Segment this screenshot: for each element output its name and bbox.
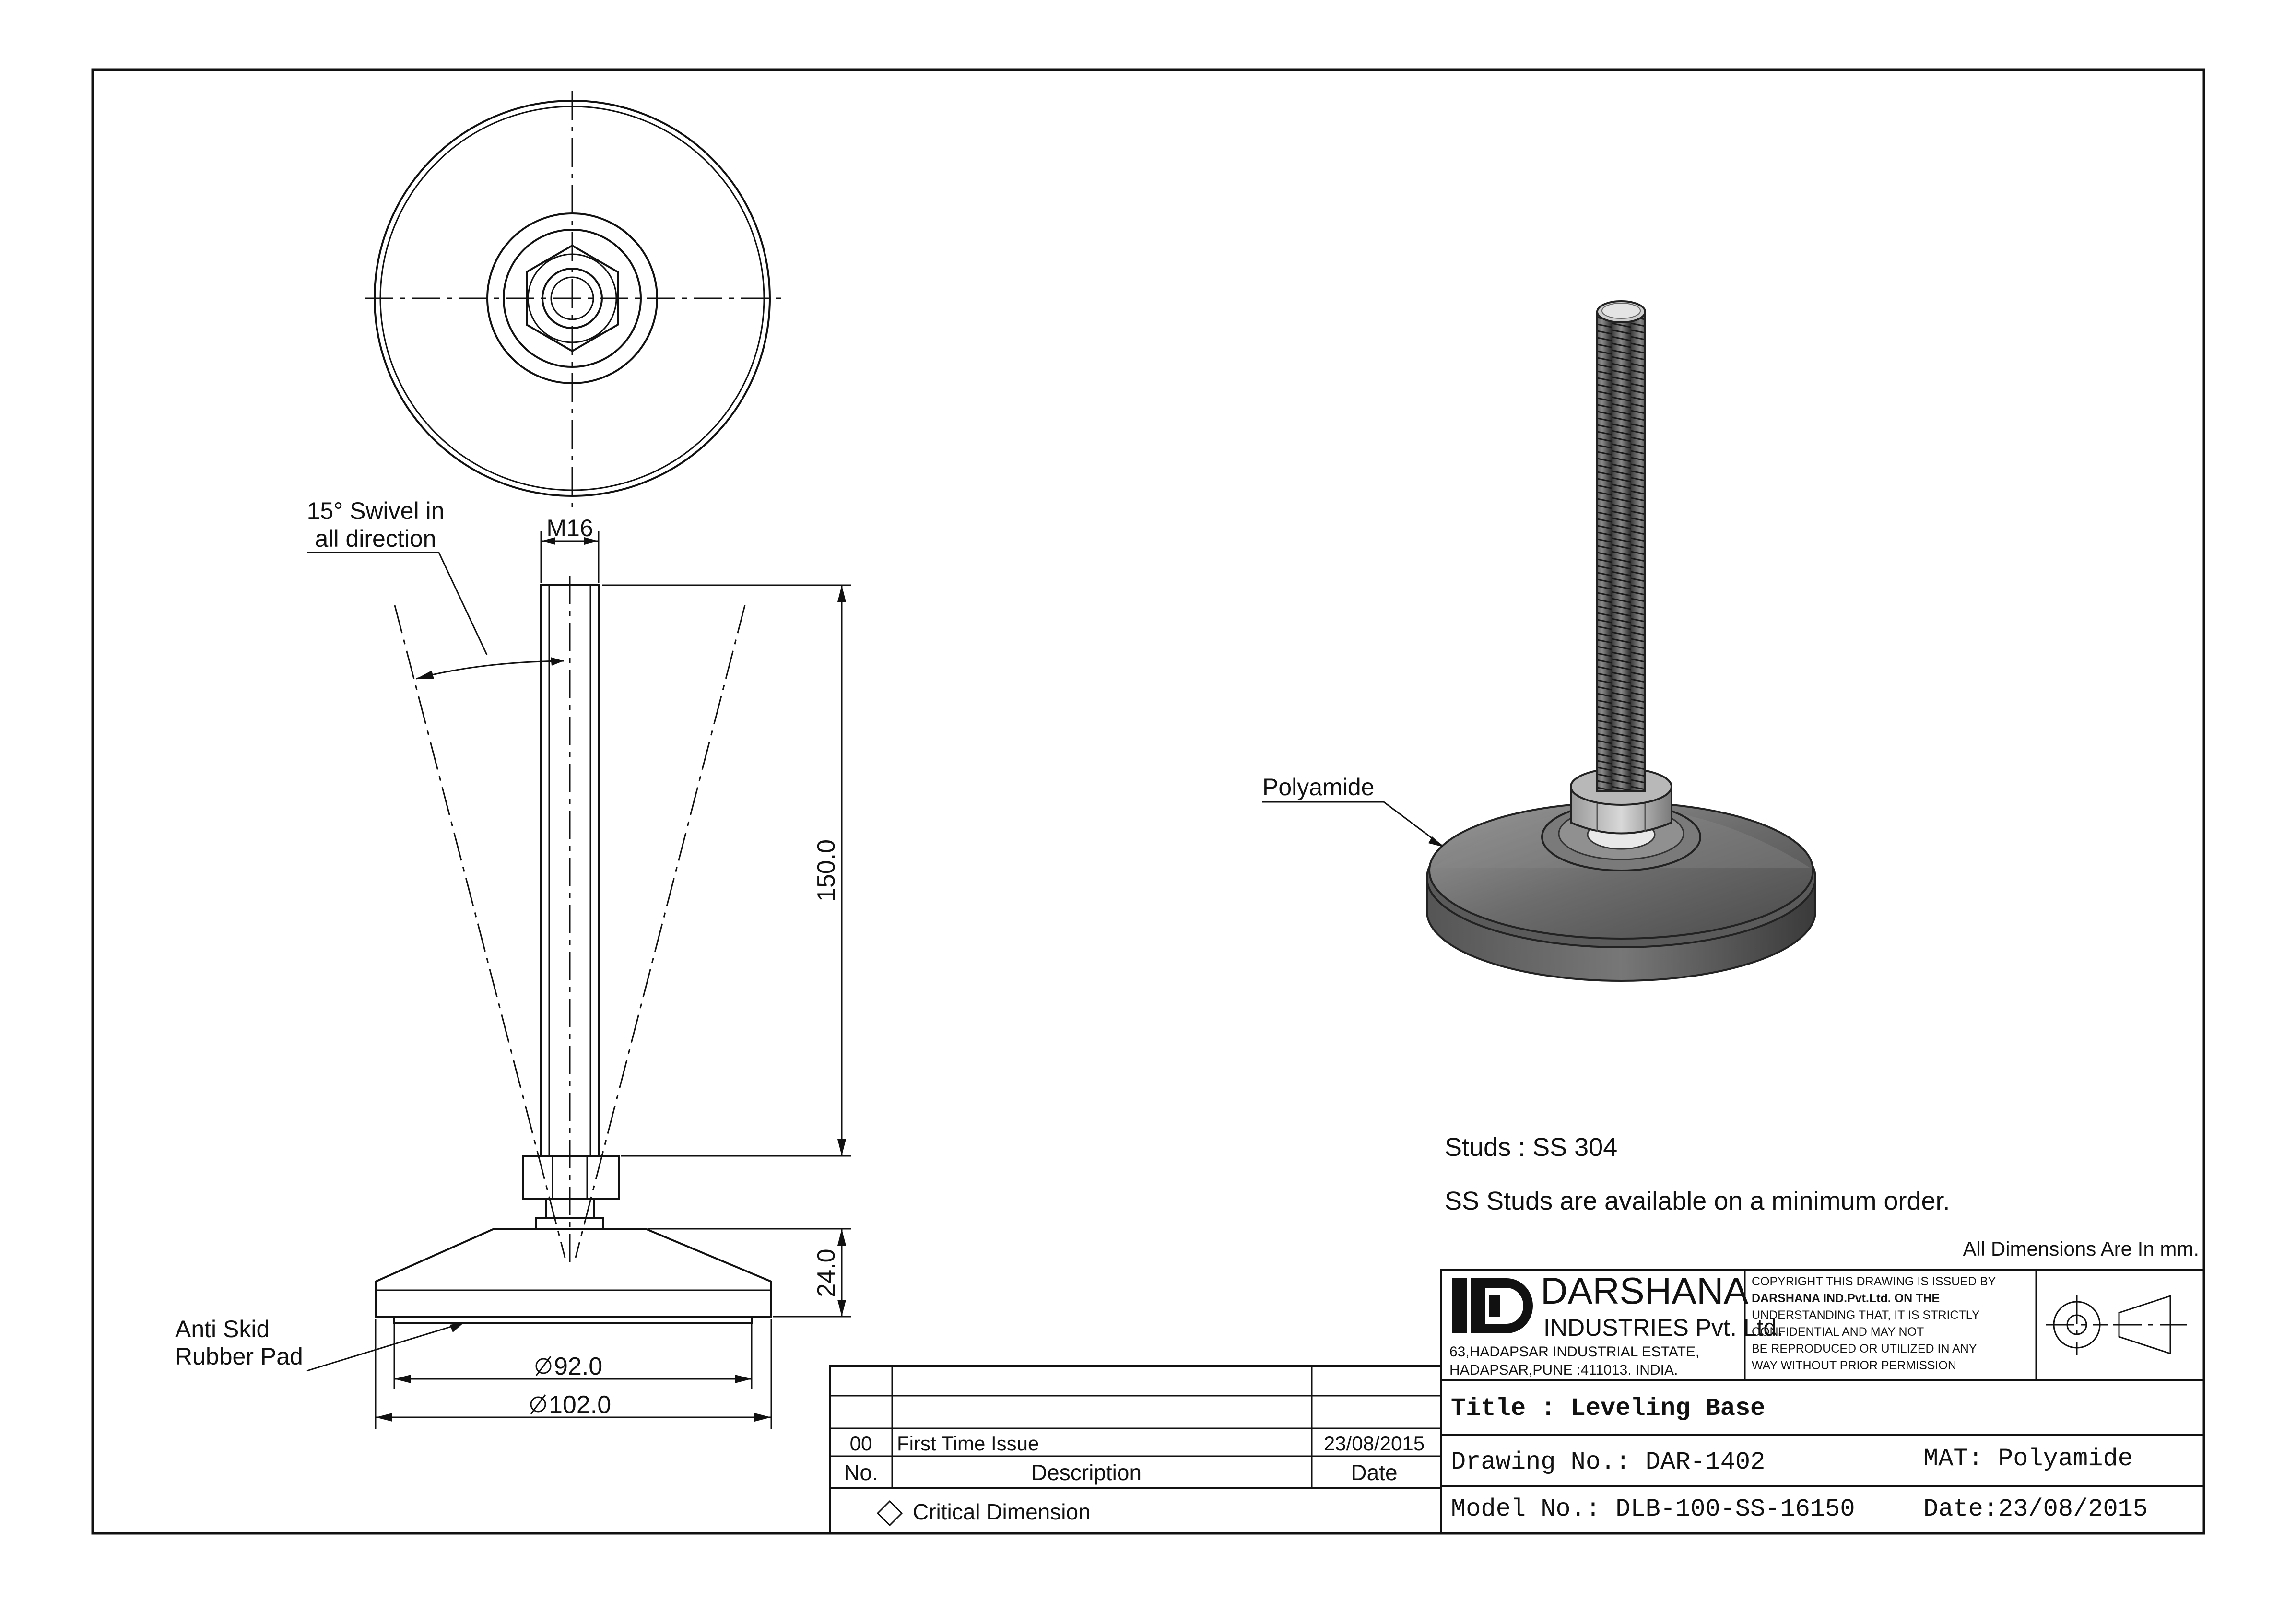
top-view [365, 91, 782, 508]
copyright-line-5: BE REPRODUCED OR UTILIZED IN ANY [1752, 1342, 1977, 1355]
drawing-number: Drawing No.: DAR-1402 [1451, 1448, 1766, 1476]
copyright-line-2: DARSHANA IND.Pvt.Ltd. ON THE [1752, 1292, 1940, 1305]
rubber-pad-label-line1: Anti Skid [175, 1316, 270, 1342]
front-view [376, 576, 771, 1323]
company-subtitle: INDUSTRIES Pvt. Ltd. [1543, 1314, 1784, 1341]
revision-row-description: First Time Issue [897, 1432, 1039, 1455]
swivel-label-line1: 15° Swivel in [306, 497, 445, 524]
inner-dia-label: 92.0 [554, 1353, 603, 1380]
height-dimension [602, 585, 851, 1156]
copyright-line-3: UNDERSTANDING THAT, IT IS STRICTLY [1752, 1308, 1980, 1322]
material-callout [1262, 774, 1444, 847]
material-callout-label: Polyamide [1262, 774, 1375, 800]
height-dim-label: 150.0 [812, 839, 840, 902]
base-height-dim-label: 24.0 [812, 1248, 840, 1297]
studs-note: Studs : SS 304 [1445, 1133, 1618, 1162]
drawing-material: MAT: Polyamide [1923, 1445, 2133, 1473]
copyright-line-4: CONFIDENTIAL AND MAY NOT [1752, 1325, 1924, 1339]
drawing-date: Date:23/08/2015 [1923, 1495, 2148, 1523]
company-logo [1452, 1278, 1533, 1333]
revision-row-date: 23/08/2015 [1323, 1432, 1425, 1455]
revision-row-no: 00 [849, 1432, 872, 1455]
drawing-title: Title : Leveling Base [1451, 1394, 1766, 1423]
critical-dimension-legend: Critical Dimension [913, 1499, 1091, 1524]
model-number: Model No.: DLB-100-SS-16150 [1451, 1495, 1855, 1523]
company-name: DARSHANA [1541, 1270, 1749, 1312]
thread-dimension [541, 515, 599, 583]
revision-header-date: Date [1351, 1460, 1398, 1485]
units-note: All Dimensions Are In mm. [1963, 1237, 2199, 1260]
rubber-pad-label-line2: Rubber Pad [175, 1343, 303, 1370]
copyright-line-6: WAY WITHOUT PRIOR PERMISSION [1752, 1359, 1956, 1372]
revision-header-no: No. [844, 1460, 878, 1485]
revision-table [830, 1366, 1441, 1533]
inner-diameter-dimension [394, 1324, 752, 1389]
outer-dia-label: 102.0 [549, 1391, 612, 1419]
swivel-annotation [307, 497, 564, 679]
company-address-2: HADAPSAR,PUNE :411013. INDIA. [1449, 1362, 1678, 1378]
copyright-line-1: COPYRIGHT THIS DRAWING IS ISSUED BY [1752, 1275, 1996, 1288]
projection-symbol-icon [2046, 1295, 2187, 1355]
title-block [1441, 1270, 2204, 1533]
company-address-1: 63,HADAPSAR INDUSTRIAL ESTATE, [1449, 1344, 1700, 1360]
critical-dimension-icon [878, 1501, 902, 1525]
availability-note: SS Studs are available on a minimum order. [1445, 1187, 1950, 1215]
revision-header-description: Description [1031, 1460, 1142, 1485]
swivel-label-line2: all direction [315, 525, 436, 552]
isometric-view [1427, 301, 1815, 981]
thread-label: M16 [546, 515, 593, 542]
